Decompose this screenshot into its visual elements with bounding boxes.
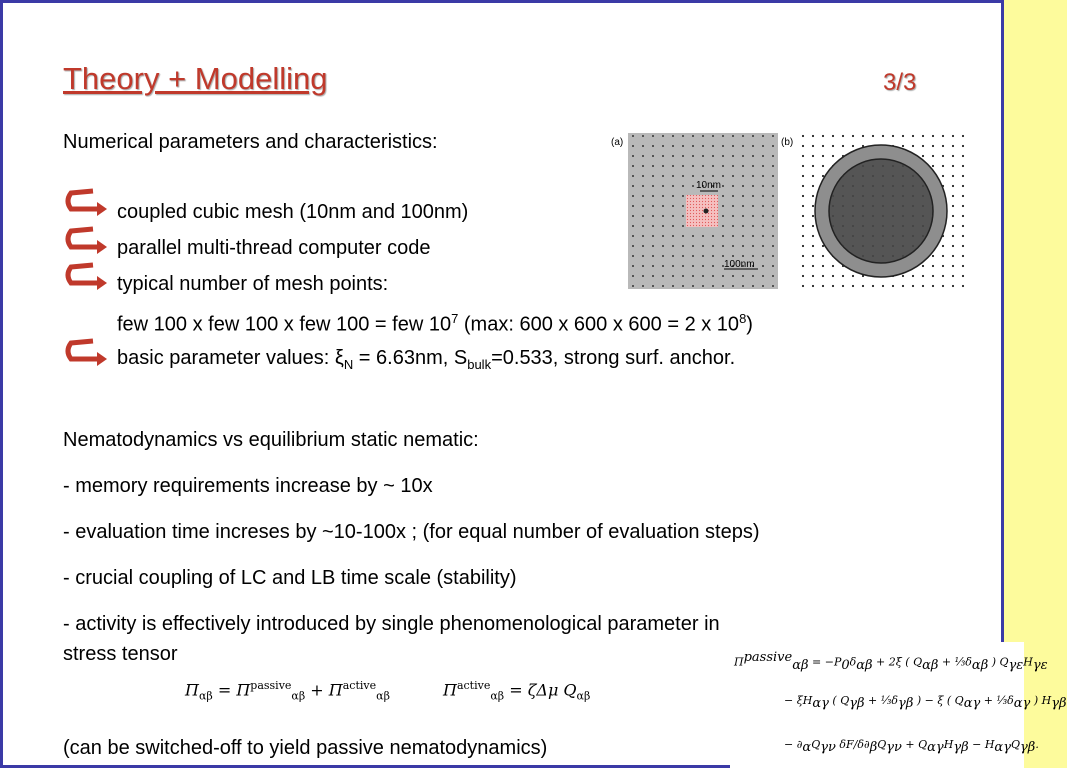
- bullet-arrow-icon: [63, 337, 109, 369]
- equation-active-stress: $\Pi^{active}_{\alpha\beta} = \zeta\Delta\mu$ $Q_{\alpha\beta}$: [443, 679, 591, 703]
- point-coupling: - crucial coupling of LC and LB time scale (stability): [63, 567, 517, 589]
- bullet-mesh: coupled cubic mesh (10nm and 100nm): [117, 201, 469, 223]
- small-scale-label: 10nm: [696, 180, 722, 191]
- point-activity: - activity is effectively introduced by single phenomenological parameter in: [63, 613, 720, 635]
- panel-b-label: (b): [781, 137, 794, 148]
- formula-line-3: − $\partial_\alpha Q_{\gamma\nu}$ $\delta F/\delta\partial_\beta Q_{\gamma\nu} + Q_{\alpha\gamma}H_{\gamma\beta} - H_{\alpha\gamma}Q_{\gamma\beta}$.: [784, 738, 1039, 756]
- bullet-arrow-icon: [63, 261, 109, 293]
- mesh-detail: few 100 x few 100 x few 100 = few $10^7$ (max: 600 x 600 x 600 = 2 x $10^8$): [117, 311, 753, 336]
- bullet-mesh-points: typical number of mesh points:: [117, 273, 389, 295]
- footnote: (can be switched-off to yield passive nematodynamics): [63, 737, 548, 759]
- bullet-parallel: parallel multi-thread computer code: [117, 237, 431, 259]
- point-activity-cont: stress tensor: [63, 643, 178, 665]
- formula-line-1: $\Pi^{passive}_{\alpha\beta} = -P_0\delta_{\alpha\beta} + 2\xi$ ( $Q_{\alpha\beta}$ + $\frac{1}{3}\delta_{\alpha\beta}$ ) $Q_{\gamma\varepsilon}H_{\gamma\varepsilon}$: [734, 650, 1048, 673]
- point-memory: - memory requirements increase by ~ 10x: [63, 475, 433, 497]
- slide-title: Theory + Modelling: [63, 61, 328, 96]
- numerical-heading: Numerical parameters and characteristics:: [63, 131, 438, 153]
- bullet-arrow-icon: [63, 225, 109, 257]
- mesh-figure: [608, 131, 968, 293]
- bullet-arrow-icon: [63, 187, 109, 219]
- formula-line-2: − $\xi H_{\alpha\gamma}$ ( $Q_{\gamma\beta}$ + $\frac{1}{3}\delta_{\gamma\beta}$ ) − ξ ( $Q_{\alpha\gamma}$ + $\frac{1}{3}\delta_{\alpha\gamma}$ ) $H_{\gamma\beta}$: [784, 694, 1067, 712]
- panel-a-label: (a): [611, 137, 624, 148]
- nematodynamics-heading: Nematodynamics vs equilibrium static nematic:: [63, 429, 479, 451]
- big-scale-label: 100nm: [724, 259, 755, 270]
- page-number: 3/3: [883, 69, 917, 96]
- point-evaluation: - evaluation time increses by ~10-100x ; (for equal number of evaluation steps): [63, 521, 760, 543]
- equation-total-stress: $\Pi_{\alpha\beta} = \Pi^{passive}_{\alpha\beta} + \Pi^{active}_{\alpha\beta}$: [185, 679, 390, 703]
- basic-parameters: basic parameter values: $\xi_N = 6.63nm$, $S_{bulk}=0.533$, strong surf. anchor.: [117, 347, 736, 372]
- passive-stress-formula: [730, 642, 1067, 768]
